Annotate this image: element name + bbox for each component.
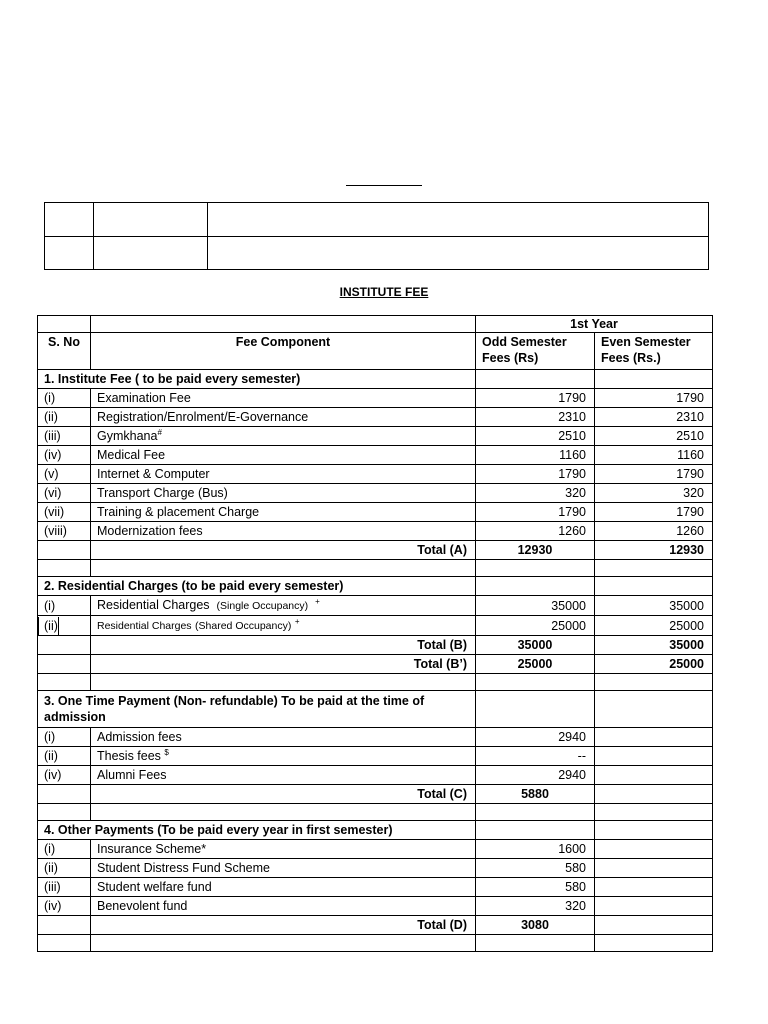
year-header: 1st Year [476, 316, 713, 333]
spacer-row [38, 935, 713, 952]
odd-fee: 2940 [476, 728, 595, 747]
component-header: Fee Component [91, 333, 476, 370]
odd-fee: 320 [476, 484, 595, 503]
even-fee: 320 [595, 484, 713, 503]
total-odd: 35000 [476, 636, 595, 655]
table-row [38, 522, 713, 541]
fee-component: Internet & Computer [91, 465, 476, 484]
odd-fee: 2310 [476, 408, 595, 427]
total-odd: 3080 [476, 916, 595, 935]
footnote-mark: $ [164, 748, 169, 757]
even-fee: 25000 [595, 616, 713, 636]
table-row [38, 878, 713, 897]
even-fee: 2510 [595, 427, 713, 446]
row-number: (iv) [38, 766, 91, 785]
footnote-mark: + [315, 597, 320, 606]
header-year-row [38, 316, 713, 333]
row-number: (iv) [38, 897, 91, 916]
section-4-title-row [38, 821, 713, 840]
header-rule [346, 185, 422, 186]
row-number: (i) [38, 728, 91, 747]
spacer-row [38, 560, 713, 577]
fee-component: Transport Charge (Bus) [91, 484, 476, 503]
fee-component: Examination Fee [91, 389, 476, 408]
fee-component-name: Gymkhana [97, 429, 158, 443]
odd-fee: 1790 [476, 465, 595, 484]
fee-component: Modernization fees [91, 522, 476, 541]
fee-component: Registration/Enrolment/E-Governance [91, 408, 476, 427]
even-fee: 35000 [595, 596, 713, 616]
table-row [38, 408, 713, 427]
row-number: (viii) [38, 522, 91, 541]
row-number: (iii) [38, 427, 91, 446]
total-row [38, 785, 713, 804]
row-number: (i) [38, 389, 91, 408]
top-empty-table [44, 202, 709, 270]
total-even: 25000 [595, 655, 713, 674]
odd-fee: 25000 [476, 616, 595, 636]
fee-component: Benevolent fund [91, 897, 476, 916]
sno-header: S. No [38, 333, 91, 370]
header-row [38, 333, 713, 370]
row-number: (ii) [38, 747, 91, 766]
even-fee: 1790 [595, 503, 713, 522]
footnote-mark: + [294, 617, 300, 626]
total-row [38, 636, 713, 655]
even-semester-header: Even Semester Fees (Rs.) [595, 333, 713, 370]
odd-fee: 580 [476, 878, 595, 897]
table-row [38, 728, 713, 747]
spacer-row [38, 674, 713, 691]
table-row [38, 897, 713, 916]
row-number-text: (ii) [38, 617, 59, 635]
total-label: Total (C) [91, 785, 476, 804]
section-title: 4. Other Payments (To be paid every year in first semester) [38, 821, 476, 840]
total-label: Total (B’) [91, 655, 476, 674]
odd-fee: 1600 [476, 840, 595, 859]
odd-fee: 2510 [476, 427, 595, 446]
occupancy-note: (Single Occupancy) [216, 600, 309, 612]
even-fee: 1160 [595, 446, 713, 465]
total-label: Total (B) [91, 636, 476, 655]
section-title: 2. Residential Charges (to be paid every semester) [38, 577, 476, 596]
odd-fee: 1790 [476, 389, 595, 408]
footnote-mark: # [157, 428, 162, 437]
even-fee: 1260 [595, 522, 713, 541]
fee-component: Training & placement Charge [91, 503, 476, 522]
table-row [38, 389, 713, 408]
odd-fee: 2940 [476, 766, 595, 785]
even-fee: 2310 [595, 408, 713, 427]
fee-component-name: Residential Charges [97, 598, 210, 612]
odd-semester-header: Odd Semester Fees (Rs) [476, 333, 595, 370]
row-number: (v) [38, 465, 91, 484]
odd-fee: 580 [476, 859, 595, 878]
fee-component-name: Thesis fees [97, 749, 161, 763]
odd-fee: 1160 [476, 446, 595, 465]
odd-fee: 35000 [476, 596, 595, 616]
fee-component-name: Residential Charges [97, 620, 192, 632]
table-row [38, 859, 713, 878]
fee-component: Student welfare fund [91, 878, 476, 897]
fee-table [37, 315, 713, 952]
odd-fee: -- [476, 747, 595, 766]
table-row [38, 747, 713, 766]
spacer-row [38, 804, 713, 821]
table-row [38, 465, 713, 484]
total-odd: 25000 [476, 655, 595, 674]
total-odd: 12930 [476, 541, 595, 560]
section-1-title-row [38, 370, 713, 389]
total-row [38, 655, 713, 674]
row-number: (i) [38, 840, 91, 859]
row-number: (vii) [38, 503, 91, 522]
table-row [38, 840, 713, 859]
occupancy-note: (Shared Occupancy) [195, 620, 292, 632]
table-row [38, 427, 713, 446]
fee-component [91, 747, 476, 766]
total-even: 12930 [595, 541, 713, 560]
section-title: 3. One Time Payment (Non- refundable) To be paid at the time of admission [38, 691, 476, 728]
total-label: Total (A) [91, 541, 476, 560]
total-row [38, 916, 713, 935]
fee-component [91, 427, 476, 446]
table-row [38, 596, 713, 616]
fee-component: Admission fees [91, 728, 476, 747]
total-even: 35000 [595, 636, 713, 655]
table-row [38, 446, 713, 465]
row-number: (iii) [38, 878, 91, 897]
row-number [38, 616, 91, 636]
total-label: Total (D) [91, 916, 476, 935]
fee-component [91, 616, 476, 636]
row-number: (ii) [38, 859, 91, 878]
table-row [38, 616, 713, 636]
table-row [38, 484, 713, 503]
fee-component: Medical Fee [91, 446, 476, 465]
row-number: (vi) [38, 484, 91, 503]
fee-component [91, 596, 476, 616]
odd-fee: 1260 [476, 522, 595, 541]
row-number: (i) [38, 596, 91, 616]
odd-fee: 320 [476, 897, 595, 916]
table-row [38, 766, 713, 785]
fee-component: Alumni Fees [91, 766, 476, 785]
odd-fee: 1790 [476, 503, 595, 522]
section-3-title-row [38, 691, 713, 728]
total-row [38, 541, 713, 560]
total-odd: 5880 [476, 785, 595, 804]
row-number: (iv) [38, 446, 91, 465]
section-title: 1. Institute Fee ( to be paid every semester) [38, 370, 476, 389]
page-title: INSTITUTE FEE [339, 285, 429, 299]
fee-component: Insurance Scheme* [91, 840, 476, 859]
fee-component: Student Distress Fund Scheme [91, 859, 476, 878]
section-2-title-row [38, 577, 713, 596]
even-fee: 1790 [595, 465, 713, 484]
row-number: (ii) [38, 408, 91, 427]
table-row [38, 503, 713, 522]
even-fee: 1790 [595, 389, 713, 408]
